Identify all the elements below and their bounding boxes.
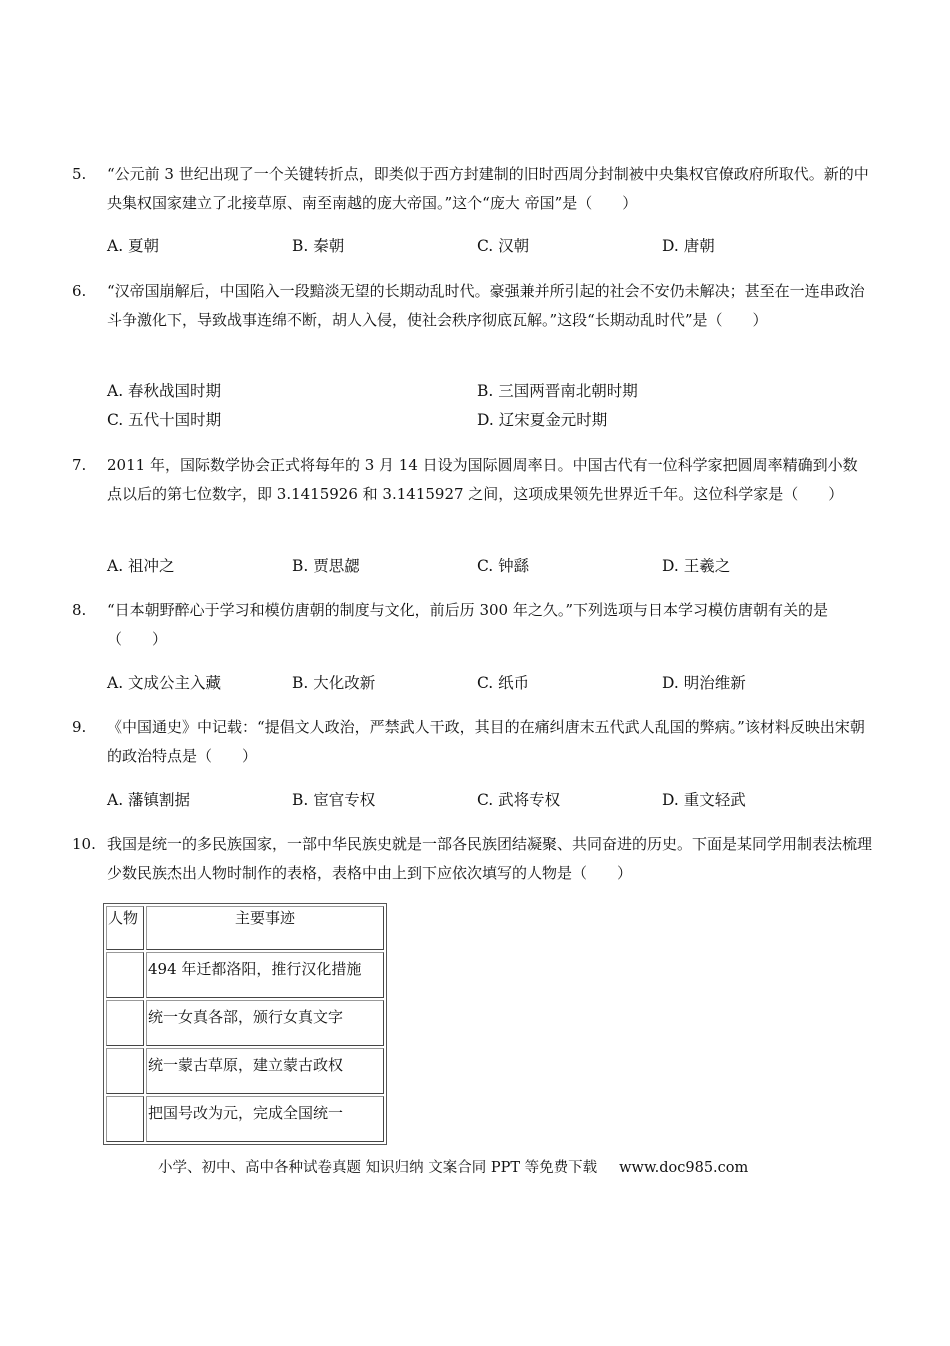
question-text: 我国是统一的多民族国家，一部中华民族史就是一部各民族团结凝聚、共同奋进的历史。下面是某同学用制表法梳理少数民族杰出人物时制作的表格，表格中由上到下应依次填写的人物是（ ） [107,835,873,882]
table-cell-deed: 统一女真各部，颁行女真文字 [146,1000,384,1046]
footer-url[interactable]: www.doc985.com [619,1160,749,1176]
question-number: 7. [72,456,87,474]
option-d[interactable]: D. 明治维新 [662,674,746,692]
option-c[interactable]: C. 武将专权 [477,791,561,809]
question-5 [72,160,872,218]
question-10 [72,830,872,888]
question-6-options-row2 [107,406,867,435]
table-header-deeds: 主要事迹 [146,906,384,950]
table-row [106,1048,384,1094]
option-c[interactable]: C. 钟繇 [477,557,530,575]
table-row [106,952,384,998]
option-a[interactable]: A. 藩镇割据 [107,791,191,809]
question-text: “日本朝野醉心于学习和模仿唐朝的制度与文化，前后历 300 年之久。”下列选项与日本学习模仿唐朝有关的是（ ） [107,601,829,648]
option-d[interactable]: D. 王羲之 [662,557,731,575]
table-cell-person[interactable] [106,1048,144,1094]
option-c[interactable]: C. 汉朝 [477,237,530,255]
table-row [106,1096,384,1142]
question-number: 5. [72,165,87,183]
question-7 [72,451,872,509]
question-text: “公元前 3 世纪出现了一个关键转折点，即类似于西方封建制的旧时西周分封制被中央集权官僚政府所取代。新的中央集权国家建立了北接草原、南至南越的庞大帝国。”这个“庞大 帝国”是（ ） [107,165,869,212]
question-8-options [107,669,867,698]
question-number: 8. [72,601,87,619]
option-a[interactable]: A. 祖冲之 [107,557,175,575]
question-9-options [107,786,867,815]
option-c[interactable]: C. 纸币 [477,674,530,692]
table-row [106,1000,384,1046]
question-text: “汉帝国崩解后，中国陷入一段黯淡无望的长期动乱时代。豪强兼并所引起的社会不安仍未解决；甚至在一连串政治斗争激化下，导致战事连绵不断，胡人入侵，使社会秩序彻底瓦解。”这段“长期动乱时代”是（ ） [107,282,865,329]
question-5-options [107,232,867,261]
question-6 [72,277,872,335]
option-d[interactable]: D. 唐朝 [662,237,715,255]
table-cell-deed: 494 年迁都洛阳，推行汉化措施 [146,952,384,998]
option-c[interactable]: C. 五代十国时期 [107,411,222,429]
question-9 [72,713,872,771]
option-b[interactable]: B. 秦朝 [292,237,345,255]
table-cell-person[interactable] [106,1000,144,1046]
footer-text: 小学、初中、高中各种试卷真题 知识归纳 文案合同 PPT 等免费下载 [158,1160,598,1176]
option-b[interactable]: B. 大化改新 [292,674,376,692]
option-d[interactable]: D. 重文轻武 [662,791,746,809]
table-cell-deed: 统一蒙古草原，建立蒙古政权 [146,1048,384,1094]
question-number: 9. [72,718,87,736]
option-d[interactable]: D. 辽宋夏金元时期 [477,411,608,429]
question-8 [72,596,872,654]
option-b[interactable]: B. 贾思勰 [292,557,360,575]
table-cell-deed: 把国号改为元，完成全国统一 [146,1096,384,1142]
question-number: 10. [72,835,96,853]
option-b[interactable]: B. 宦官专权 [292,791,376,809]
option-b[interactable]: B. 三国两晋南北朝时期 [477,382,638,400]
page-footer [158,1156,748,1177]
table-header-row [106,906,384,950]
table-cell-person[interactable] [106,1096,144,1142]
table-cell-person[interactable] [106,952,144,998]
question-7-options [107,552,867,581]
option-a[interactable]: A. 夏朝 [107,237,160,255]
option-a[interactable]: A. 文成公主入藏 [107,674,222,692]
figures-table [103,903,387,1145]
option-a[interactable]: A. 春秋战国时期 [107,382,222,400]
question-text: 2011 年，国际数学协会正式将每年的 3 月 14 日设为国际圆周率日。中国古代有一位科学家把圆周率精确到小数点以后的第七位数字，即 3.1415926 和 3.1415927 之间，这项成果领先世界近千年。这位科学家是（ ） [107,456,858,503]
table-header-person: 人物 [106,906,144,950]
question-6-options-row1 [107,377,867,406]
question-text: 《中国通史》中记载：“提倡文人政治，严禁武人干政，其目的在痛纠唐末五代武人乱国的弊病。”该材料反映出宋朝的政治特点是（ ） [107,718,865,765]
question-number: 6. [72,282,87,300]
